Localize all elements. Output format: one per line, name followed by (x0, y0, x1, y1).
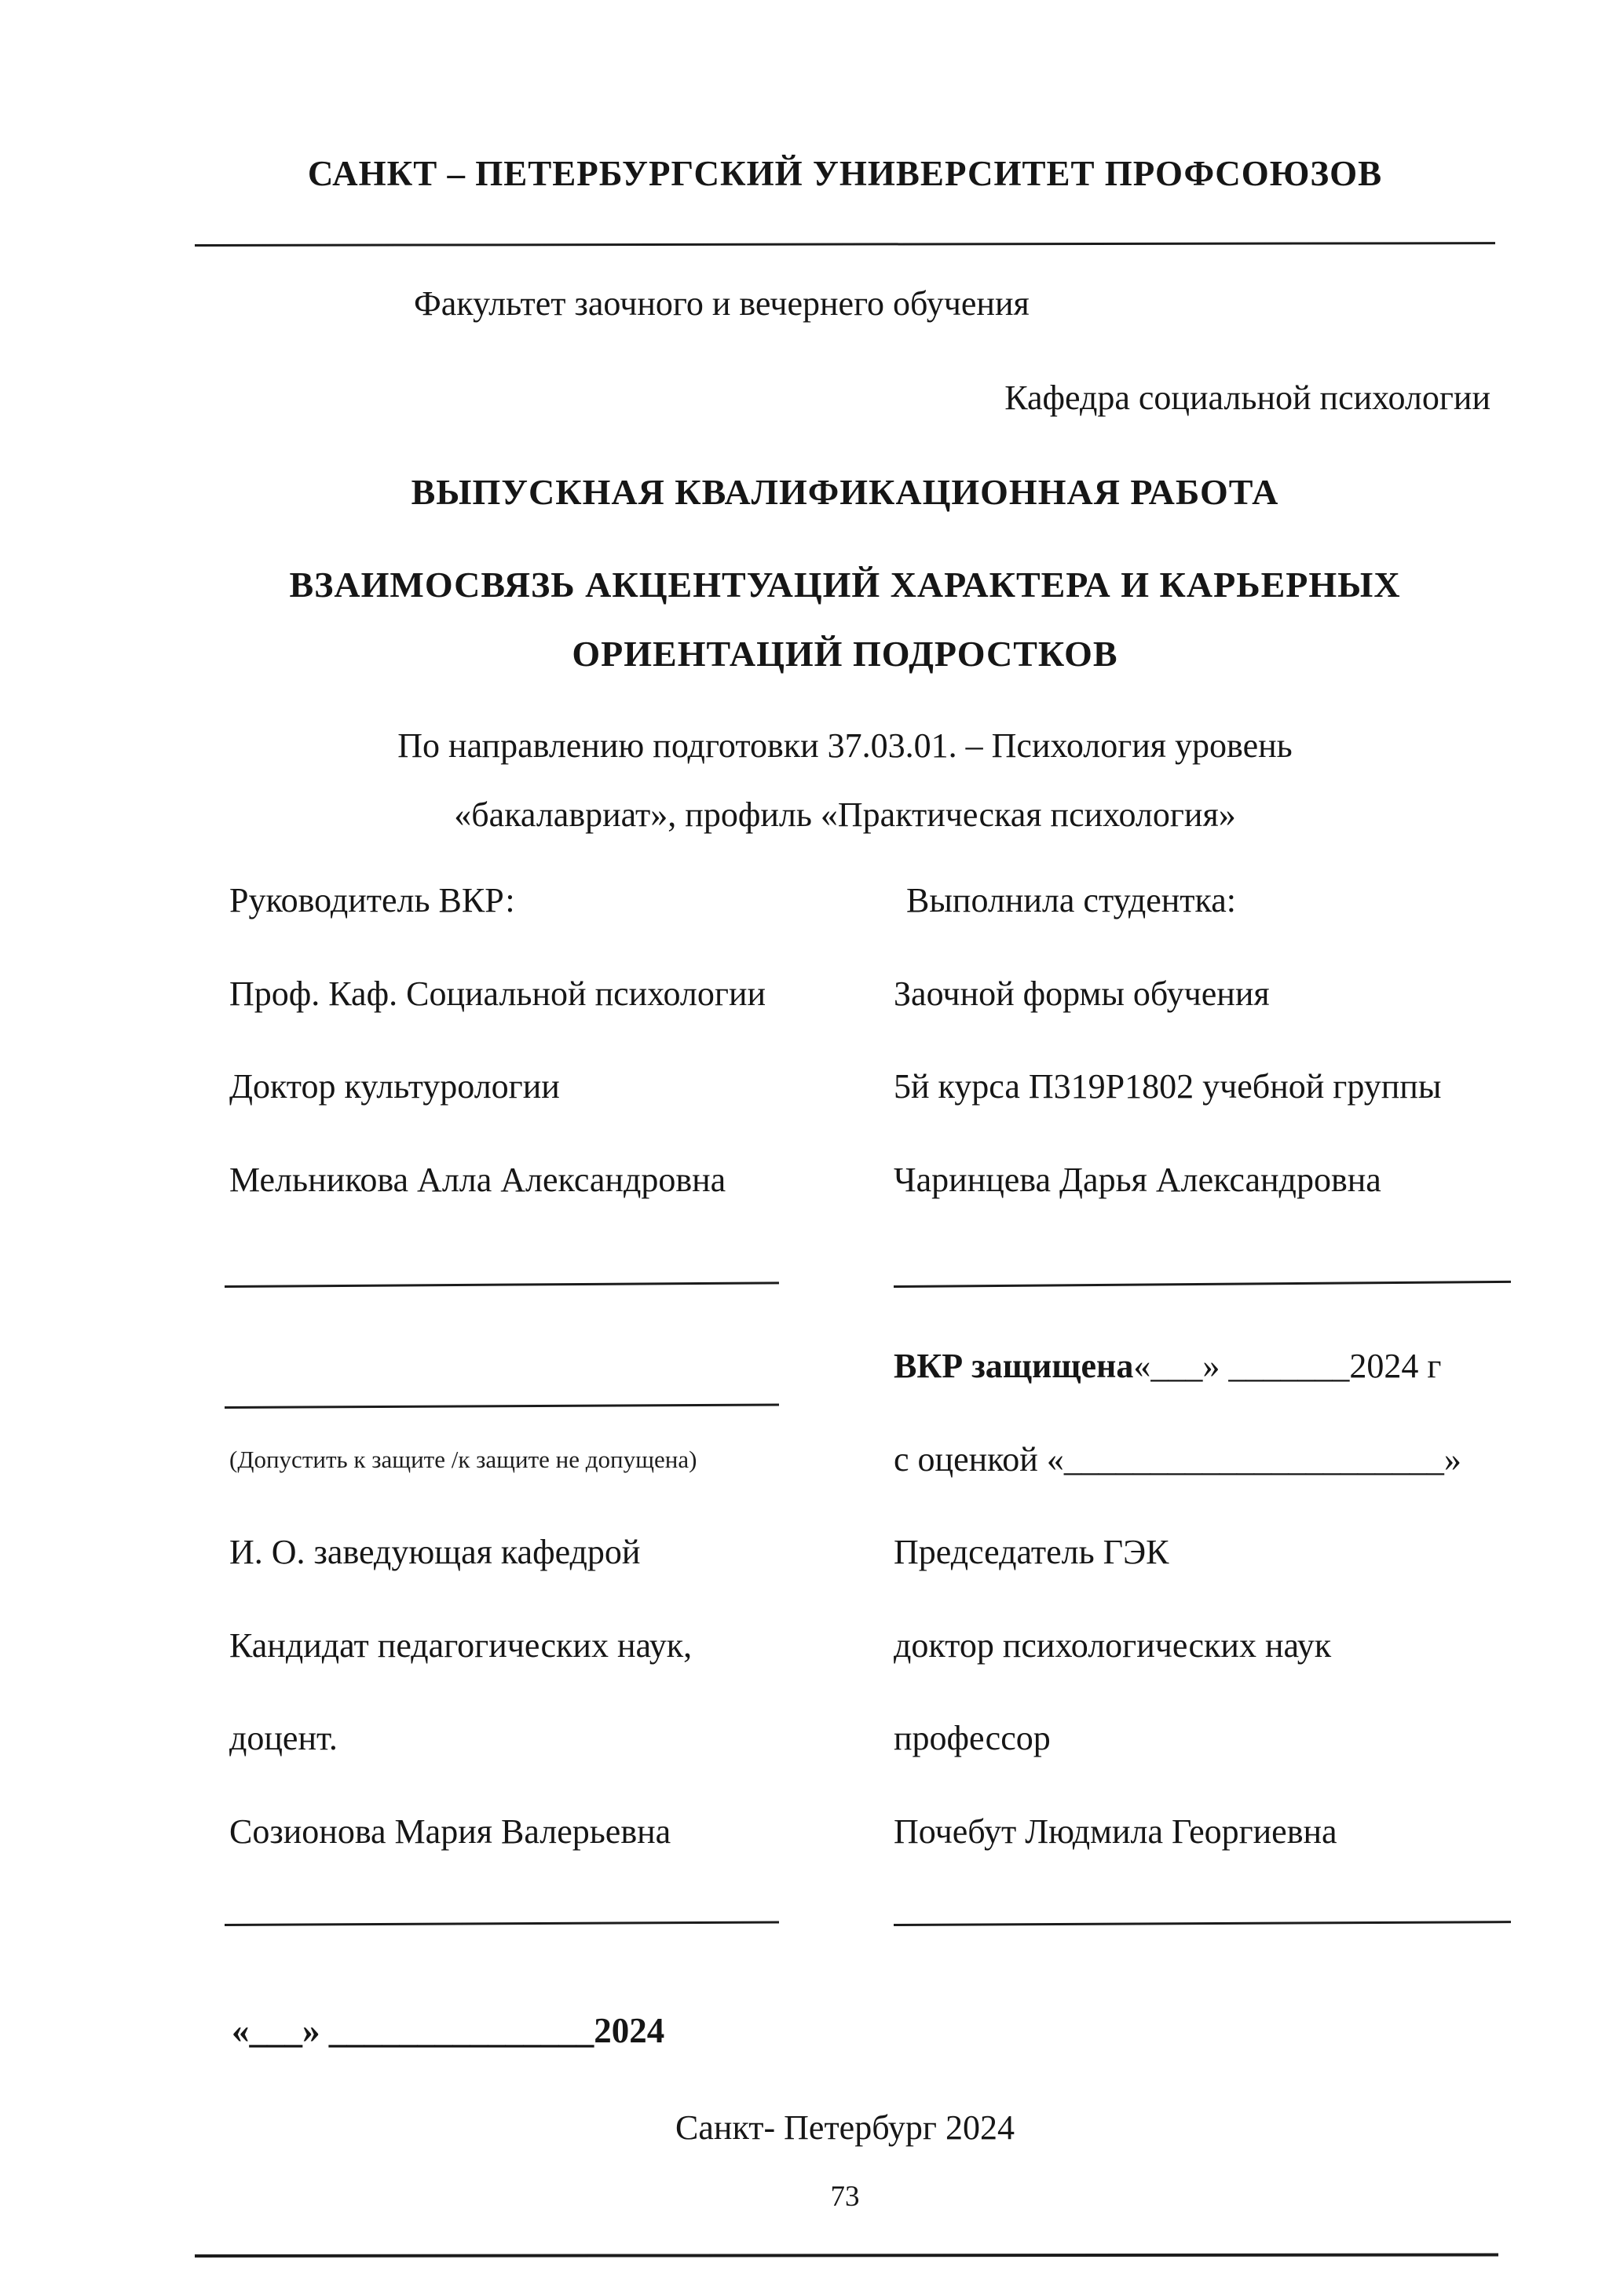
supervisor-degree: Доктор культурологии (229, 1067, 560, 1106)
direction-line2: «бакалавриат», профиль «Практическая психология» (454, 795, 1236, 834)
supervisor-position: Проф. Каф. Социальной психологии (229, 974, 766, 1013)
head-signature-line (225, 1921, 779, 1926)
head-title: доцент. (229, 1719, 338, 1758)
student-group: 5й курса П319Р1802 учебной группы (894, 1067, 1442, 1106)
chairman-degree: доктор психологических наук (894, 1625, 1332, 1665)
supervisor-signature-line (225, 1281, 779, 1288)
defended-label: ВКР защищена (894, 1346, 1134, 1385)
chairman-title: профессор (894, 1719, 1051, 1758)
work-type-heading: ВЫПУСКНАЯ КВАЛИФИКАЦИОННАЯ РАБОТА (411, 472, 1279, 512)
thesis-title-line2: ОРИЕНТАЦИЙ ПОДРОСТКОВ (572, 634, 1118, 674)
admission-signature-line (225, 1403, 779, 1408)
header-divider (195, 242, 1495, 247)
page-number: 73 (830, 2181, 860, 2213)
city-year-line: Санкт- Петербург 2024 (675, 2108, 1015, 2147)
grade-line: с оценкой «______________________» (894, 1439, 1461, 1479)
chairman-label: Председатель ГЭК (894, 1533, 1169, 1572)
defended-blank: «___» _______2024 г (1133, 1346, 1442, 1385)
direction-line1: По направлению подготовки 37.03.01. – Психология уровень (397, 726, 1293, 765)
chairman-name: Почебут Людмила Георгиевна (894, 1812, 1337, 1851)
student-name: Чаринцева Дарья Александровна (894, 1160, 1381, 1199)
head-name: Созионова Мария Валерьевна (229, 1812, 671, 1851)
right-column (894, 854, 1545, 1972)
acting-head-label: И. О. заведующая кафедрой (229, 1533, 641, 1572)
student-label: Выполнила студентка: (906, 881, 1236, 919)
supervisor-name: Мельникова Алла Александровна (229, 1160, 726, 1199)
department-line: Кафедра социальной психологии (1004, 378, 1490, 417)
footer-date-blank: «___» _______________2024 (232, 2011, 665, 2050)
admission-note: (Допустить к защите /к защите не допущена) (229, 1445, 697, 1473)
footer-divider (195, 2254, 1498, 2258)
student-form: Заочной формы обучения (894, 974, 1270, 1013)
faculty-line: Факультет заочного и вечернего обучения (414, 284, 1030, 323)
head-degree: Кандидат педагогических наук, (229, 1625, 693, 1665)
supervisor-label: Руководитель ВКР: (229, 881, 515, 919)
thesis-title-line1: ВЗАИМОСВЯЗЬ АКЦЕНТУАЦИЙ ХАРАКТЕРА И КАРЬЕРНЫХ (289, 565, 1401, 605)
left-column (229, 854, 865, 1972)
university-name: САНКТ – ПЕТЕРБУРГСКИЙ УНИВЕРСИТЕТ ПРОФСОЮЗОВ (307, 154, 1383, 193)
student-signature-line (894, 1281, 1511, 1288)
chairman-signature-line (894, 1921, 1511, 1926)
